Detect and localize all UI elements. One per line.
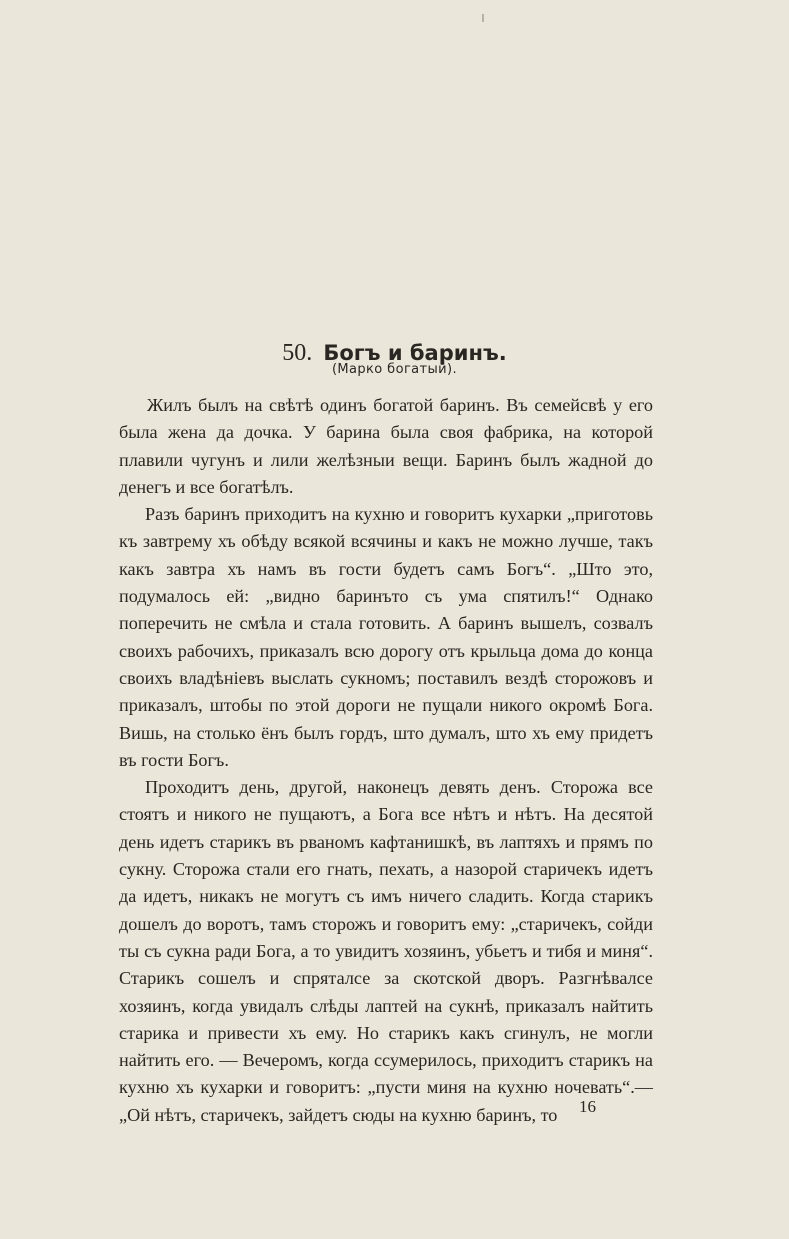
page-number: 16 [579, 1097, 596, 1116]
story-text [119, 392, 653, 1129]
paragraph-2: Разъ баринъ приходитъ на кухню и говоритъ кухарки „приготовь къ завтрему хъ обѣду всякой всячины и какъ не можно лучше, такъ какъ завтра хъ намъ въ гости будетъ самъ Богъ“. „Што это, подумалось ей: „видно баринъто съ ума спятилъ!“ Однако поперечить не смѣла и стала готовить. А баринъ вышелъ, созвалъ своихъ рабочихъ, приказалъ всю дорогу отъ крыльца дома до конца своихъ владѣнiевъ выслать сукномъ; поставилъ вездѣ сторожовъ и приказалъ, штобы по этой дороги не пущали никого окромѣ Бога. Вишь, на столько ёнъ былъ гордъ, што думалъ, што хъ ему придетъ въ гости Богъ. [119, 504, 653, 770]
print-mark [482, 14, 484, 22]
story-number: 50. [282, 340, 313, 366]
story-title: Богъ и баринъ. [323, 341, 507, 365]
story-subtitle: (Марко богатый). [331, 362, 458, 377]
paragraph-1: Жилъ былъ на свѣтѣ одинъ богатой баринъ. Въ семейсвѣ у его была жена да дочка. У барина была своя фабрика, на которой плавили чугунъ и лили желѣзныи вещи. Баринъ былъ жадной до денегъ и все богатѣлъ. [119, 395, 653, 497]
paragraph-3: Проходитъ день, другой, наконецъ девять денъ. Сторожа все стоятъ и никого не пущаютъ, а Бога все нѣтъ и нѣтъ. На десятой день идетъ старикъ въ рваномъ кафтанишкѣ, въ лаптяхъ и прямъ по сукну. Сторожа стали его гнать, пехать, а назорой старичекъ идетъ да идетъ, никакъ не могутъ съ имъ ничего сладить. Когда старикъ дошелъ до воротъ, тамъ сторожъ и говоритъ ему: „старичекъ, сойди ты съ сукна ради Бога, а то увидитъ хозяинъ, убьетъ и тибя и миня“. Старикъ сошелъ и спряталсе за скотской дворъ. Разгнѣвалсе хозяинъ, когда увидалъ слѣды лаптей на сукнѣ, приказалъ найтить старика и привести хъ ему. Но старикъ какъ сгинулъ, не могли найтить его. — Вечеромъ, когда ссумерилось, приходитъ старикъ на кухню хъ кухарки и говоритъ: „пусти миня на кухню ночевать“.— „Ой нѣтъ, старичекъ, зайдетъ сюды на кухню баринъ, то [119, 777, 653, 1125]
